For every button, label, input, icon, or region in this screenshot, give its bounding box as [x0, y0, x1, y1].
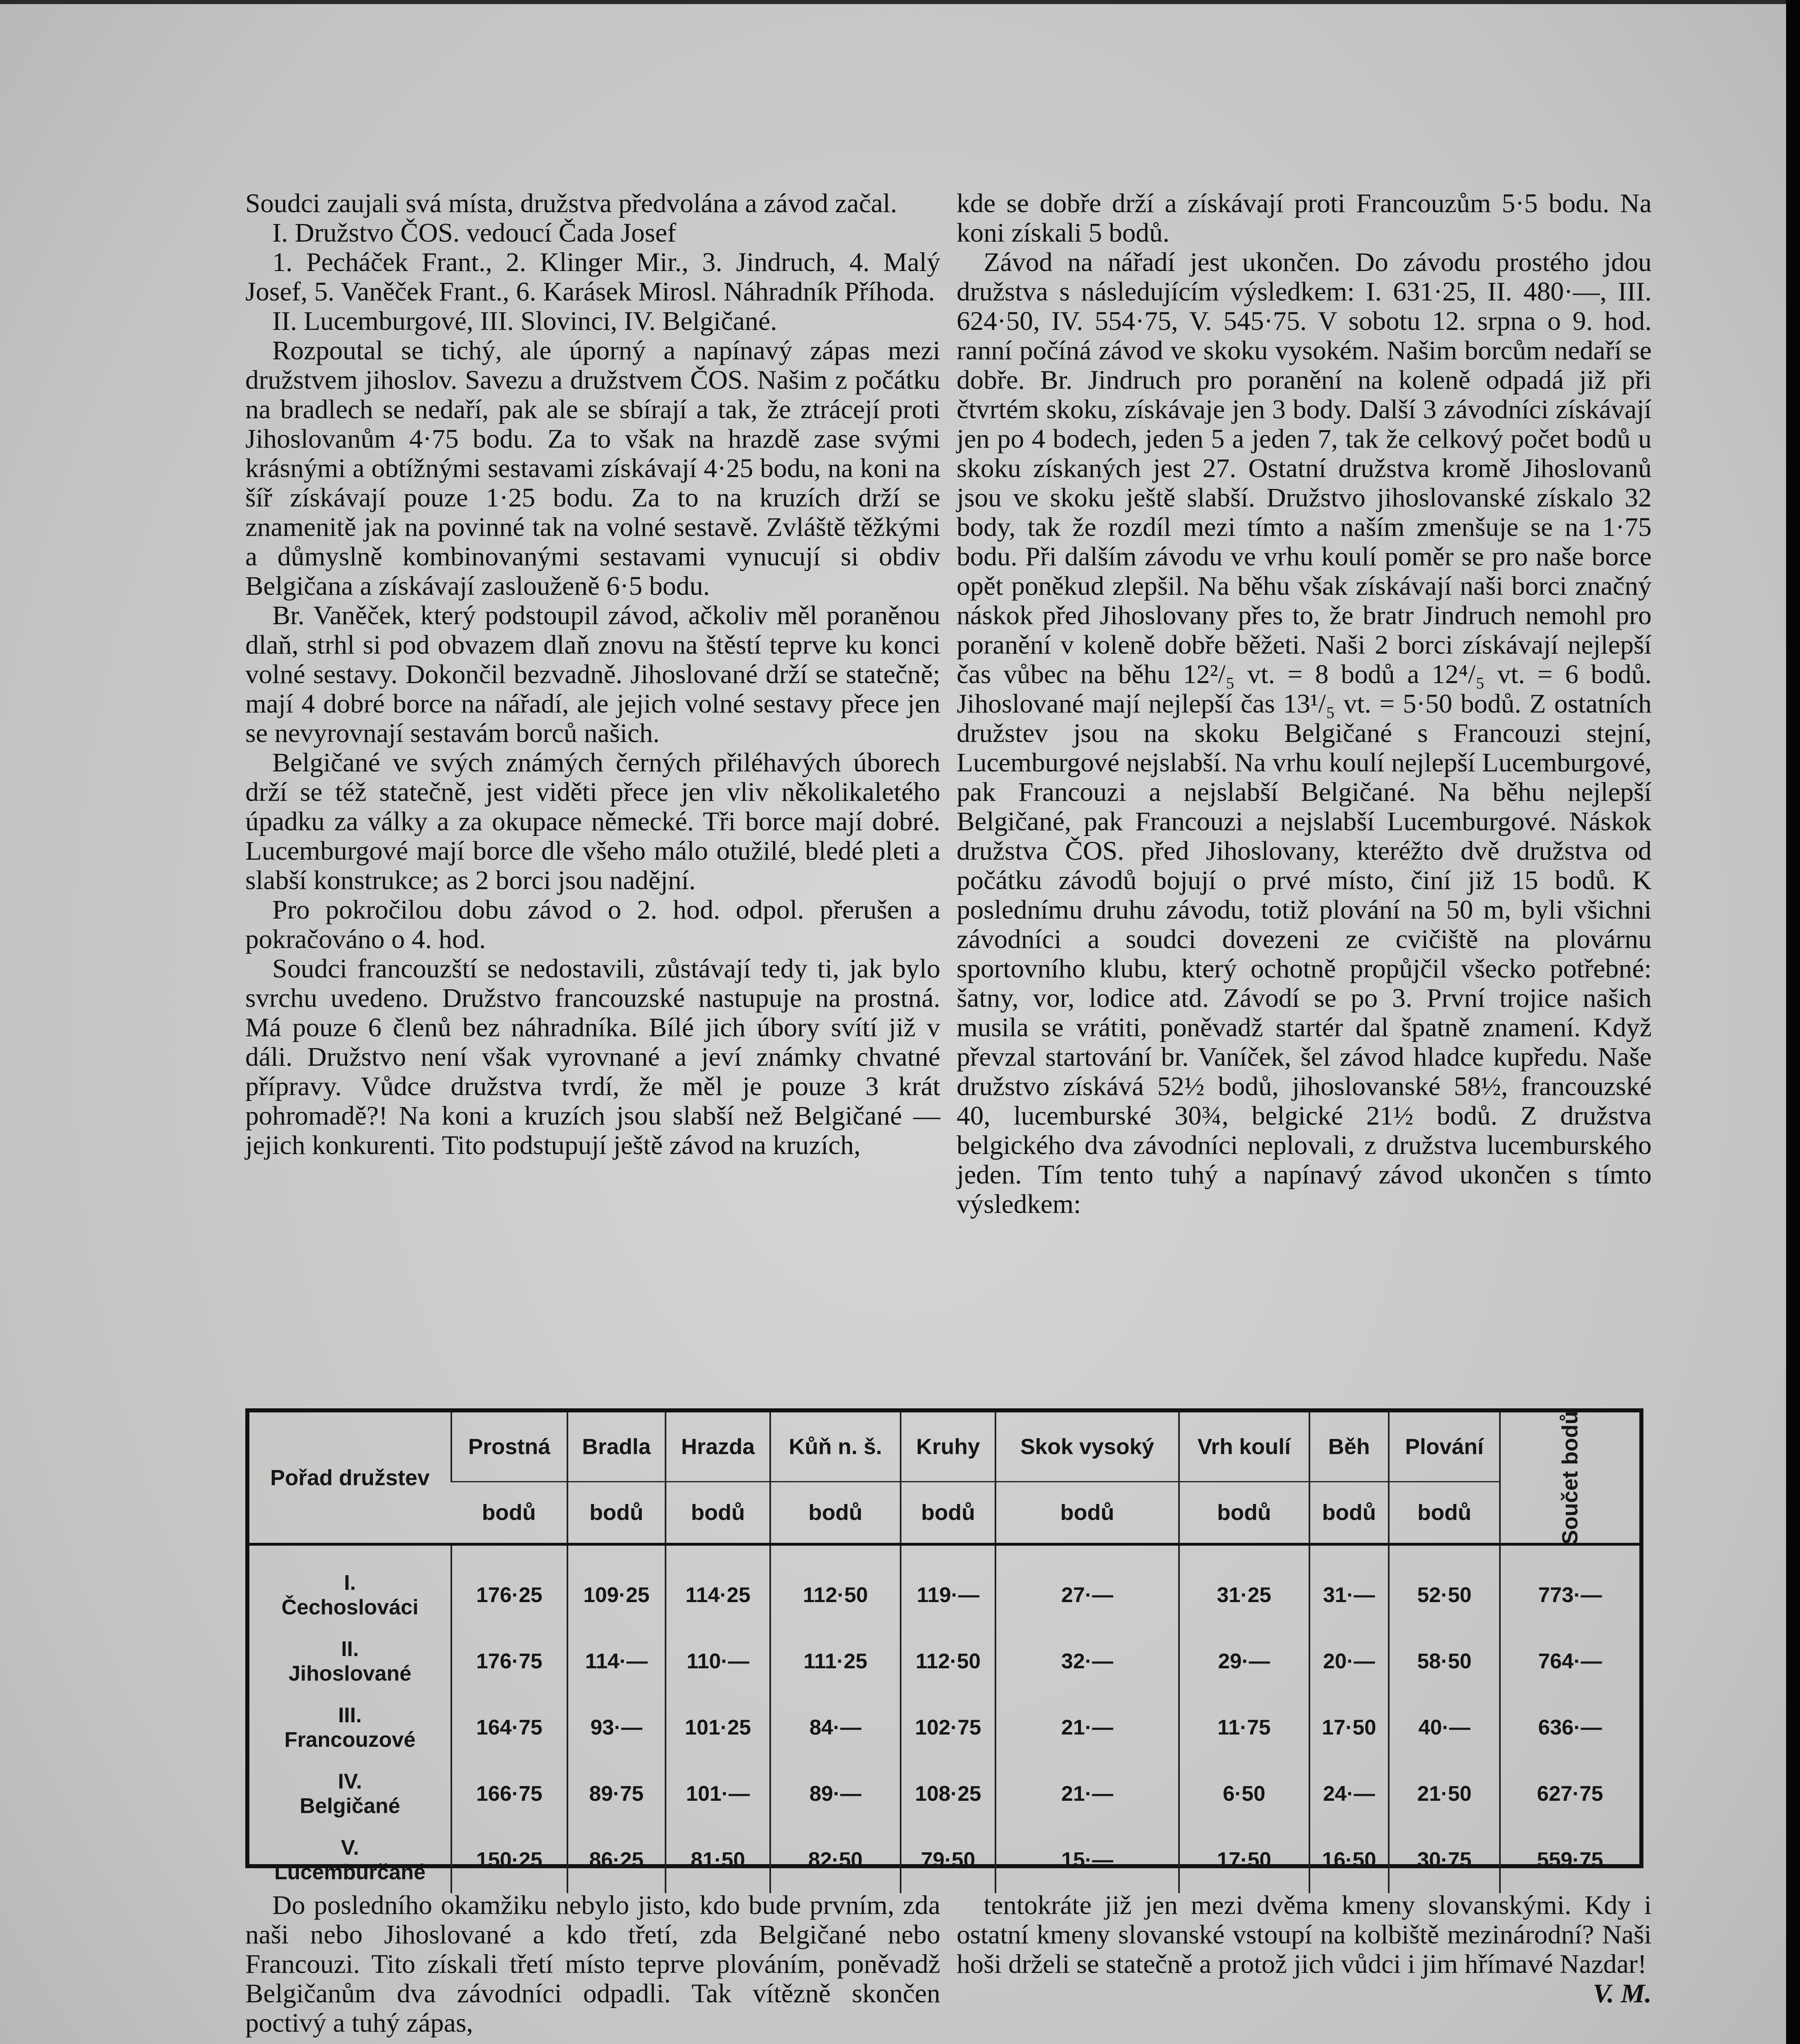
score-cell: 89·75 — [567, 1761, 666, 1827]
score-cell: 86·25 — [567, 1827, 666, 1893]
score-cell: 17·50 — [1309, 1694, 1389, 1761]
column-header: Vrh koulí — [1179, 1412, 1309, 1482]
total-cell: 636·— — [1500, 1694, 1639, 1761]
score-cell: 176·25 — [451, 1562, 567, 1628]
score-cell: 20·— — [1309, 1628, 1389, 1694]
unit-label: bodů — [482, 1500, 536, 1525]
column-header: Bradla — [567, 1412, 666, 1482]
table-spacer-row — [249, 1544, 1639, 1562]
paragraph: II. Lucemburgové, III. Slovinci, IV. Belgičané. — [272, 306, 777, 336]
unit-label: bodů — [995, 1482, 1179, 1544]
table-row — [249, 1562, 1639, 1628]
score-cell: 32·— — [995, 1628, 1179, 1694]
score-cell: 21·— — [995, 1694, 1179, 1761]
unit-label: bodů — [770, 1482, 901, 1544]
unit-label: bodů — [1309, 1482, 1389, 1544]
score-cell: 119·— — [901, 1562, 995, 1628]
score-cell: 21·50 — [1389, 1761, 1500, 1827]
score-cell: 101·— — [666, 1761, 770, 1827]
score-cell: 112·50 — [901, 1628, 995, 1694]
score-cell: 166·75 — [451, 1761, 567, 1827]
table-row — [249, 1827, 1639, 1893]
paragraph: Do posledního okamžiku nebylo jisto, kdo bude prvním, zda naši nebo Jihoslované a kdo třetí, zda Belgičané nebo Francouzi. Tito získali třetí místo teprve plováním, poněvadž Belgičanům dva závodníci odpadli. Tak vítězně skončen poctivý a tuhý zápas, — [245, 1890, 940, 2038]
team-cell — [249, 1761, 451, 1827]
table-unit-row — [249, 1482, 1639, 1544]
total-header-label: Součet bodů — [1558, 1411, 1583, 1544]
column-header: Skok vysoký — [995, 1412, 1179, 1482]
unit-label: bodů — [666, 1482, 770, 1544]
paragraph: 1. Pecháček Frant., 2. Klinger Mir., 3. Jindruch, 4. Malý Josef, 5. Vaněček Frant., 6. Karásek Mirosl. Náhradník Příhoda. — [245, 247, 940, 307]
column-header: Hrazda — [666, 1412, 770, 1482]
score-cell: 81·50 — [666, 1827, 770, 1893]
scan-right-edge — [1786, 0, 1800, 2044]
column-header: Kůň n. š. — [770, 1412, 901, 1482]
left-column — [245, 189, 940, 1160]
team-name: Lucemburčané — [274, 1860, 426, 1884]
team-rank: V. — [341, 1836, 359, 1860]
score-cell: 27·— — [995, 1562, 1179, 1628]
total-header — [1500, 1412, 1639, 1544]
paragraph: Br. Vaněček, který podstoupil závod, ačkoliv měl poraněnou dlaň, strhl si pod obvazem dlaň znovu na štěstí teprve ku konci volné sestavy. Dokončil bezvadně. Jihoslované drží se statečně; mají 4 dobré borce na nářadí, ale jejich volné sestavy přece jen se nevyrovnají sestavám borců našich. — [245, 601, 940, 748]
team-cell — [249, 1694, 451, 1761]
total-cell: 559·75 — [1500, 1827, 1639, 1893]
total-cell: 764·— — [1500, 1628, 1639, 1694]
paragraph: kde se dobře drží a získávají proti Francouzům 5·5 bodu. Na koni získali 5 bodů. — [957, 188, 1652, 248]
results-table-frame — [245, 1408, 1643, 1884]
unit-label: bodů — [567, 1482, 666, 1544]
column-header: Plování — [1389, 1412, 1500, 1482]
total-cell: 773·— — [1500, 1562, 1639, 1628]
paragraph: Pro pokročilou dobu závod o 2. hod. odpol. přerušen a pokračováno o 4. hod. — [245, 895, 940, 954]
score-cell: 176·75 — [451, 1628, 567, 1694]
score-cell: 31·— — [1309, 1562, 1389, 1628]
score-cell: 109·25 — [567, 1562, 666, 1628]
unit-label: bodů — [1389, 1482, 1500, 1544]
paragraph: Belgičané ve svých známých černých přiléhavých úborech drží se též statečně, jest viděti přece jen vliv několikaletého úpadku za války a za okupace německé. Tři borce mají dobré. Lucemburgové mají borce dle všeho málo otužilé, bledé pleti a slabší konstrukce; as 2 borci jsou nadějní. — [245, 748, 940, 895]
score-cell: 93·— — [567, 1694, 666, 1761]
paragraph: I. Družstvo ČOS. vedoucí Čada Josef — [272, 218, 677, 248]
score-cell: 29·— — [1179, 1628, 1309, 1694]
score-cell: 24·— — [1309, 1761, 1389, 1827]
score-cell: 102·75 — [901, 1694, 995, 1761]
right-column — [957, 189, 1652, 1219]
score-cell: 79·50 — [901, 1827, 995, 1893]
column-header: Kruhy — [901, 1412, 995, 1482]
table-row — [249, 1761, 1639, 1827]
closing-text: tentokráte již jen mezi dvěma kmeny slovanskými. Kdy i ostatní kmeny slovanské vstoupí na kolbiště mezinárodní? Naši hoši drželi se statečně a protož jich vůdci i jim hřímavé Nazdar! — [957, 1890, 1652, 1979]
paragraph: Soudci zaujali svá místa, družstva předvolána a závod začal. — [245, 188, 897, 218]
table-header-row — [249, 1412, 1639, 1482]
team-name: Jihoslované — [288, 1662, 412, 1685]
score-cell: 11·75 — [1179, 1694, 1309, 1761]
team-rank: I. — [344, 1571, 356, 1595]
table-row — [249, 1628, 1639, 1694]
closing-left-column — [245, 1891, 940, 2038]
team-name: Belgičané — [300, 1794, 400, 1818]
signature: V. M. — [1593, 1979, 1652, 2008]
score-cell: 164·75 — [451, 1694, 567, 1761]
team-cell — [249, 1827, 451, 1893]
team-rank: IV. — [338, 1770, 362, 1793]
scan-top-edge — [0, 0, 1800, 4]
column-header: Běh — [1309, 1412, 1389, 1482]
score-cell: 21·— — [995, 1761, 1179, 1827]
score-cell: 16·50 — [1309, 1827, 1389, 1893]
score-cell: 6·50 — [1179, 1761, 1309, 1827]
paragraph: Rozpoutal se tichý, ale úporný a napínavý zápas mezi družstvem jihoslov. Savezu a družstvem ČOS. Našim z počátku na bradlech se nedaří, pak ale se sbírají a tak, že ztrácejí proti Jihoslovanům 4·75 bodu. Za to však na hrazdě zase svými krásnými a obtížnými sestavami získávají 4·25 bodu, na koni na šíř získávají pouze 1·25 bodu. Za to na kruzích drží se znamenitě jak na povinné tak na volné sestavě. Zvláště těžkými a důmyslně kombinovanými sestavami vynucují si obdiv Belgičana a získávají zaslouženě 6·5 bodu. — [245, 336, 940, 601]
team-rank: II. — [341, 1637, 359, 1661]
score-cell: 150·25 — [451, 1827, 567, 1893]
score-cell: 15·— — [995, 1827, 1179, 1893]
results-table — [249, 1412, 1639, 1893]
total-cell: 627·75 — [1500, 1761, 1639, 1827]
team-name: Francouzové — [284, 1728, 416, 1752]
score-cell: 101·25 — [666, 1694, 770, 1761]
score-cell: 82·50 — [770, 1827, 901, 1893]
score-cell: 114·— — [567, 1628, 666, 1694]
paragraph: Soudci francouzští se nedostavili, zůstávají tedy ti, jak bylo svrchu uvedeno. Družstvo francouzské nastupuje na prostná. Má pouze 6 členů bez náhradníka. Bílé jich úbory svítí již v dáli. Družstvo není však vyrovnané a jeví známky chvatné přípravy. Vůdce družstva tvrdí, že měl je pouze 3 krát pohromadě?! Na koni a kruzích jsou slabší než Belgičané — jejich konkurenti. Tito podstupují ještě závod na kruzích, — [245, 954, 940, 1160]
score-cell: 31·25 — [1179, 1562, 1309, 1628]
team-cell — [249, 1628, 451, 1694]
score-cell: 30·75 — [1389, 1827, 1500, 1893]
table-body — [249, 1562, 1639, 1893]
team-name: Čechoslováci — [281, 1596, 419, 1619]
score-cell: 40·— — [1389, 1694, 1500, 1761]
score-cell: 110·— — [666, 1628, 770, 1694]
paragraph — [957, 1890, 1652, 2008]
score-cell: 89·— — [770, 1761, 901, 1827]
closing-right-column — [957, 1891, 1652, 2008]
paragraph: Závod na nářadí jest ukončen. Do závodu prostého jdou družstva s následujícím výsledkem: I. 631·25, II. 480·—, III. 624·50, IV. 554·75, V. 545·75. V sobotu 12. srpna o 9. hod. ranní počíná závod ve skoku vysokém. Našim borcům nedaří se dobře. Br. Jindruch pro poranění na koleně odpadá již při čtvrtém skoku, získávaje jen 3 body. Další 3 závodníci získávají jen po 4 bodech, jeden 5 a jeden 7, tak že celkový počet bodů u skoku získaných jest 27. Ostatní družstva kromě Jihoslovanů jsou ve skoku ještě slabší. Družstvo jihoslovanské získalo 32 body, tak že rozdíl mezi tímto a naším zmenšuje se na 1·75 bodu. Při dalším závodu ve vrhu koulí poměr se pro naše borce opět poněkud zlepšil. Na běhu však získávají naši borci značný náskok před Jihoslovany přes to, že bratr Jindruch nemohl pro poranění v koleně dobře běžeti. Naši 2 borci získávají nejlepší čas vůbec na běhu 12²/₅ vt. = 8 bodů a 12⁴/₅ vt. = 6 bodů. Jihoslované mají nejlepší čas 13¹/₅ vt. = 5·50 bodů. Z ostatních družstev jsou na skoku Belgičané s Francouzi stejní, Lucemburgové nejslabší. Na vrhu koulí nejlepší Lucemburgové, pak Francouzi a nejslabší Belgičané. Na běhu nejlepší Belgičané, pak Francouzi a nejslabší Lucemburgové. Náskok družstva ČOS. před Jihoslovany, kteréžto dvě družstva od počátku závodů bojují o prvé místo, činí již 15 bodů. K poslednímu druhu závodu, totiž plování na 50 m, byli všichni závodníci a soudci dovezeni ze cvičiště na plovárnu sportovního klubu, který ochotně propůjčil všecko potřebné: šatny, vor, lodice atd. Závodí se po 3. První trojice našich musila se vrátiti, poněvadž startér dal špatně znamení. Když převzal startování br. Vaníček, šel závod hladce kupředu. Naše družstvo získává 52½ bodů, jihoslovanské 58½, francouzské 40, lucemburské 30¾, belgické 21½ bodů. Z družstva belgického dva závodníci neplovali, z družstva lucemburského jeden. Tím tento tuhý a napínavý závod ukončen s tímto výsledkem: — [957, 247, 1652, 1219]
column-header: Prostná — [451, 1412, 567, 1482]
score-cell: 58·50 — [1389, 1628, 1500, 1694]
team-rank: III. — [338, 1703, 362, 1727]
corner-label: Pořad družstev — [249, 1412, 451, 1544]
score-cell: 84·— — [770, 1694, 901, 1761]
unit-label: bodů — [901, 1482, 995, 1544]
score-cell: 111·25 — [770, 1628, 901, 1694]
unit-label: bodů — [1179, 1482, 1309, 1544]
table-row — [249, 1694, 1639, 1761]
score-cell: 108·25 — [901, 1761, 995, 1827]
score-cell: 112·50 — [770, 1562, 901, 1628]
score-cell: 114·25 — [666, 1562, 770, 1628]
score-cell: 17·50 — [1179, 1827, 1309, 1893]
team-cell — [249, 1562, 451, 1628]
score-cell: 52·50 — [1389, 1562, 1500, 1628]
